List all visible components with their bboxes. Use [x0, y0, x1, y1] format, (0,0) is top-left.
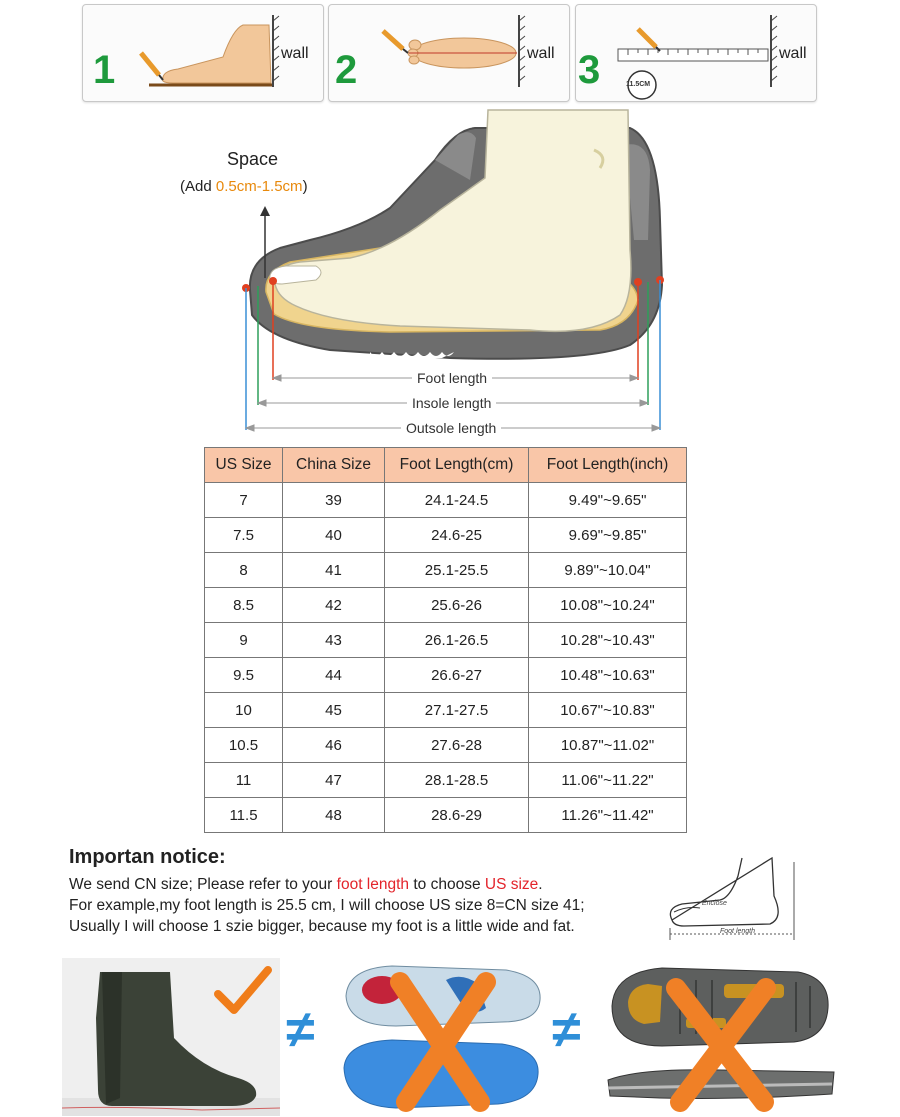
china-size-cell: 46: [283, 728, 385, 763]
step-3-number: 3: [578, 48, 601, 92]
table-row: [205, 623, 687, 658]
check-mark-icon: [214, 966, 272, 1016]
table-row: [205, 658, 687, 693]
header-us-size: US Size: [205, 448, 283, 483]
china-size-cell: 47: [283, 763, 385, 798]
space-range: 0.5cm-1.5cm: [215, 178, 303, 195]
us-size-cell: 10.5: [205, 728, 283, 763]
us-size-cell: 8: [205, 553, 283, 588]
table-row: [205, 798, 687, 833]
table-row: [205, 483, 687, 518]
not-equal-icon-2: ≠: [552, 1001, 581, 1059]
step-panel-3: [575, 4, 817, 102]
step-1-number: 1: [93, 48, 116, 92]
notice-line-1: We send CN size; Please refer to your foot length to choose US size.: [69, 876, 543, 893]
foot-length-label: Foot length: [412, 369, 492, 387]
outsole-length-label: Outsole length: [401, 419, 501, 437]
table-row: [205, 518, 687, 553]
notice-line-3: Usually I will choose 1 szie bigger, because my foot is a little wide and fat.: [69, 918, 575, 935]
size-chart-table: [204, 447, 687, 833]
china-size-cell: 45: [283, 693, 385, 728]
us-size-cell: 7: [205, 483, 283, 518]
foot-length-inch-cell: 9.89"~10.04": [529, 553, 687, 588]
us-size-cell: 11: [205, 763, 283, 798]
us-size-cell: 8.5: [205, 588, 283, 623]
sketch-enclose-label: Enclose: [702, 900, 727, 907]
foot-length-inch-cell: 10.48"~10.63": [529, 658, 687, 693]
foot-length-cm-cell: 27.1-27.5: [385, 693, 529, 728]
china-size-cell: 40: [283, 518, 385, 553]
table-header-row: [205, 448, 687, 483]
us-size-cell: 7.5: [205, 518, 283, 553]
header-foot-length-inch: Foot Length(inch): [529, 448, 687, 483]
foot-length-cm-cell: 24.1-24.5: [385, 483, 529, 518]
step-panel-1: [82, 4, 324, 102]
china-size-cell: 48: [283, 798, 385, 833]
header-china-size: China Size: [283, 448, 385, 483]
foot-length-cm-cell: 26.6-27: [385, 658, 529, 693]
foot-length-cm-cell: 25.1-25.5: [385, 553, 529, 588]
china-size-cell: 39: [283, 483, 385, 518]
not-equal-icon-1: ≠: [286, 1001, 315, 1059]
us-size-cell: 9: [205, 623, 283, 658]
sketch-foot-length-label: Foot length: [720, 928, 756, 935]
space-subtitle: (Add 0.5cm-1.5cm): [180, 178, 308, 195]
step-panel-2: [328, 4, 570, 102]
foot-length-cm-cell: 27.6-28: [385, 728, 529, 763]
header-foot-length-cm: Foot Length(cm): [385, 448, 529, 483]
foot-length-inch-cell: 9.49"~9.65": [529, 483, 687, 518]
step-3-mark-label: 11.5CM: [626, 81, 651, 88]
foot-length-cm-cell: 24.6-25: [385, 518, 529, 553]
foot-length-inch-cell: 11.06"~11.22": [529, 763, 687, 798]
step-2-wall-label: wall: [527, 45, 555, 62]
foot-length-inch-cell: 9.69"~9.85": [529, 518, 687, 553]
china-size-cell: 42: [283, 588, 385, 623]
us-size-cell: 10: [205, 693, 283, 728]
foot-length-inch-cell: 11.26"~11.42": [529, 798, 687, 833]
table-row: [205, 763, 687, 798]
us-size-highlight: US size: [484, 876, 539, 893]
step-2-number: 2: [335, 48, 358, 92]
step-3-wall-label: wall: [779, 45, 807, 62]
insole-length-label: Insole length: [407, 394, 496, 412]
foot-length-cm-cell: 26.1-26.5: [385, 623, 529, 658]
table-row: [205, 728, 687, 763]
outsole-cross-icon: [600, 962, 838, 1114]
foot-length-inch-cell: 10.87"~11.02": [529, 728, 687, 763]
table-row: [205, 553, 687, 588]
foot-length-inch-cell: 10.08"~10.24": [529, 588, 687, 623]
notice-line-2: For example,my foot length is 25.5 cm, I will choose US size 8=CN size 41;: [69, 897, 585, 914]
china-size-cell: 41: [283, 553, 385, 588]
china-size-cell: 44: [283, 658, 385, 693]
table-row: [205, 693, 687, 728]
foot-length-highlight: foot length: [336, 876, 410, 893]
foot-length-cm-cell: 28.1-28.5: [385, 763, 529, 798]
china-size-cell: 43: [283, 623, 385, 658]
notice-title: Importan notice:: [69, 846, 226, 868]
us-size-cell: 9.5: [205, 658, 283, 693]
foot-length-inch-cell: 10.67"~10.83": [529, 693, 687, 728]
foot-length-cm-cell: 28.6-29: [385, 798, 529, 833]
step-1-wall-label: wall: [281, 45, 309, 62]
foot-length-cm-cell: 25.6-26: [385, 588, 529, 623]
us-size-cell: 11.5: [205, 798, 283, 833]
table-row: [205, 588, 687, 623]
space-title: Space: [227, 149, 279, 169]
insole-cross-icon: [336, 960, 548, 1116]
foot-length-inch-cell: 10.28"~10.43": [529, 623, 687, 658]
